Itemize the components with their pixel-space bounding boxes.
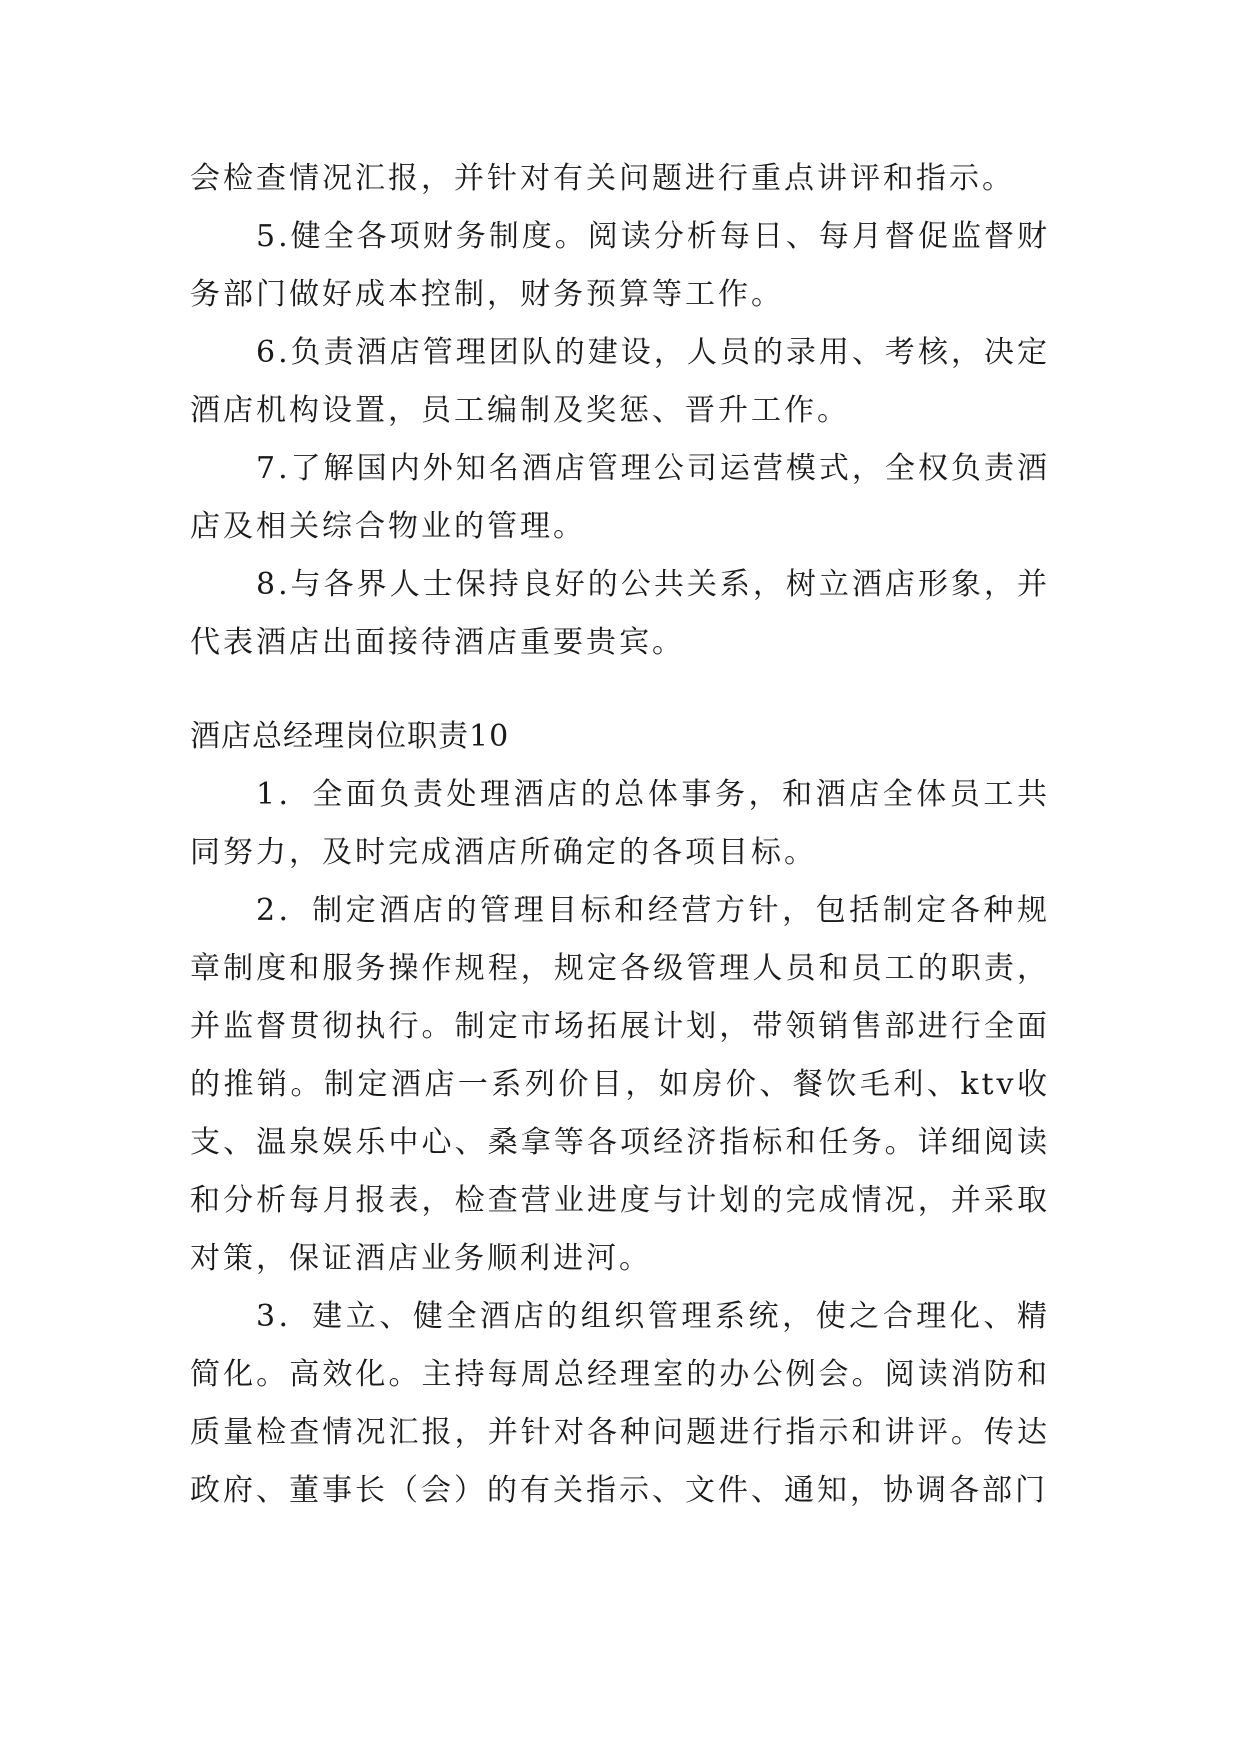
paragraph-item-8: 8.与各界人士保持良好的公共关系，树立酒店形象，并代表酒店出面接待酒店重要贵宾。: [190, 567, 1050, 660]
document-body: [190, 150, 1050, 1520]
paragraph-item-7: 7.了解国内外知名酒店管理公司运营模式，全权负责酒店及相关综合物业的管理。: [190, 451, 1050, 544]
paragraph-continuation: 会检查情况汇报，并针对有关问题进行重点讲评和指示。: [190, 161, 1015, 196]
section-item-2: 2．制定酒店的管理目标和经营方针，包括制定各种规章制度和服务操作规程，规定各级管理人员和员工的职责，并监督贯彻执行。制定市场拓展计划，带领销售部进行全面的推销。制定酒店一系列价目，如房价、餐饮毛利、ktv收支、温泉娱乐中心、桑拿等各项经济指标和任务。详细阅读和分析每月报表，检查营业进度与计划的完成情况，并采取对策，保证酒店业务顺利进河。: [190, 893, 1050, 1276]
section-title: 酒店总经理岗位职责10: [190, 719, 510, 754]
paragraph-item-5: 5.健全各项财务制度。阅读分析每日、每月督促监督财务部门做好成本控制，财务预算等工作。: [190, 219, 1050, 312]
paragraph-item-6: 6.负责酒店管理团队的建设，人员的录用、考核，决定酒店机构设置，员工编制及奖惩、晋升工作。: [190, 335, 1050, 428]
section-item-3: 3．建立、健全酒店的组织管理系统，使之合理化、精简化。高效化。主持每周总经理室的办公例会。阅读消防和质量检查情况汇报，并针对各种问题进行指示和讲评。传达政府、董事长（会）的有关指示、文件、通知，协调各部门: [190, 1299, 1050, 1508]
section-item-1: 1．全面负责处理酒店的总体事务，和酒店全体员工共同努力，及时完成酒店所确定的各项目标。: [190, 777, 1050, 870]
